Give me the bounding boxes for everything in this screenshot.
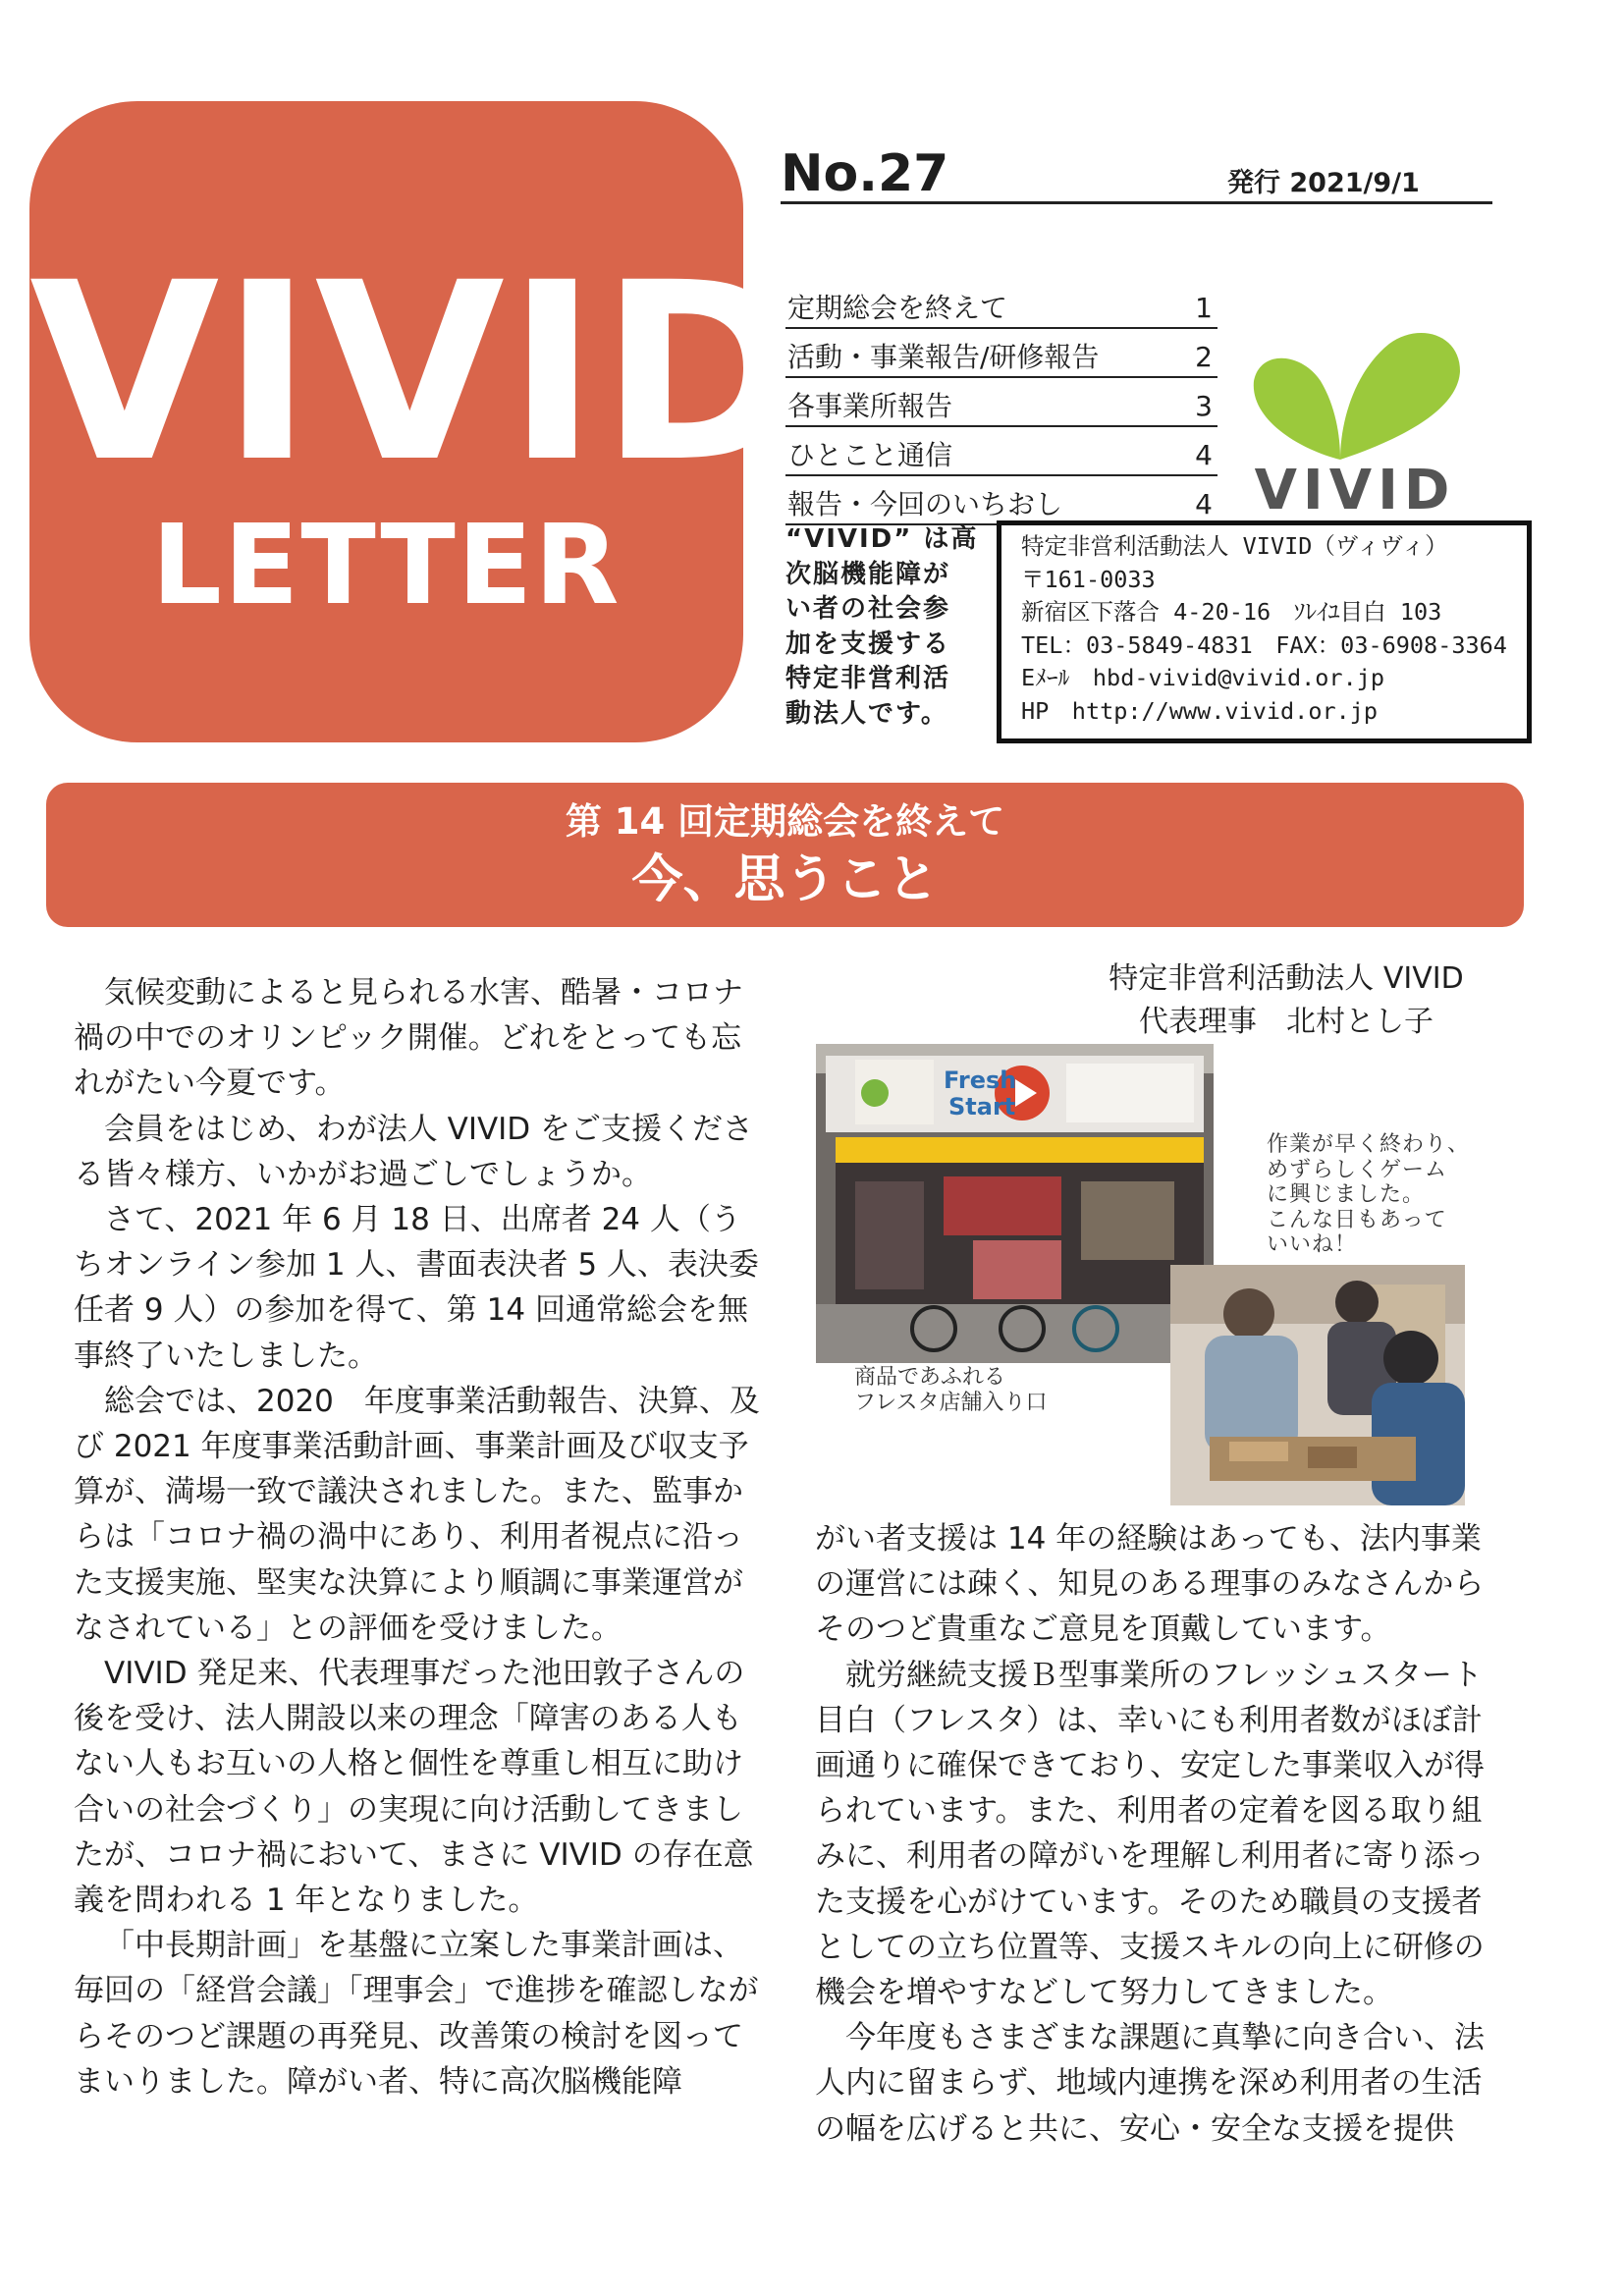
article-column-left	[74, 970, 761, 2105]
toc-item[interactable]	[785, 329, 1217, 378]
toc-title: 定期総会を終えて	[787, 292, 1008, 324]
about-line: 次脳機能障が	[785, 559, 951, 589]
paragraph: 今年度もさまざまな課題に真摯に向き合い、法人内に留まらず、地域内連携を深め利用者の生活の幅を広げると共に、安心・安全な支援を提供	[815, 2020, 1485, 2147]
logo-title: VIVID	[29, 230, 806, 516]
paragraph: 会員をはじめ、わが法人 VIVID をご支援くださる皆々様方、いかがお過ごしでしょうか。	[74, 1111, 754, 1192]
toc-page: 4	[1195, 439, 1213, 471]
toc-item[interactable]	[785, 476, 1217, 525]
toc-item[interactable]	[785, 427, 1217, 476]
article-column-right	[815, 1516, 1507, 2152]
paragraph: がい者支援は 14 年の経験はあっても、法内事業の運営には疎く、知見のある理事のみなさんからそのつど貴重なご意見を頂戴しています。	[815, 1521, 1485, 1648]
table-of-contents	[785, 280, 1217, 525]
byline-org: 特定非営利活動法人 VIVID	[1109, 961, 1464, 996]
headline-title: 今、思うこと	[631, 850, 939, 909]
shop-photo-caption	[854, 1365, 1047, 1416]
shop-sign-line1: Fresh	[944, 1066, 1017, 1094]
website-link[interactable]: HP http://www.vivid.or.jp	[1021, 696, 1379, 725]
about-text	[785, 522, 982, 732]
paragraph: 総会では、2020 年度事業活動報告、決算、及び 2021 年度事業活動計画、事業計画及び収支予算が、満場一致で議決されました。また、監事からは「コロナ禍の渦中にあり、利用者視点に沿った支援実施、堅実な決算により順調に事業運営がなされている」との評価を受けました。	[74, 1383, 760, 1646]
toc-title: ひとこと通信	[787, 439, 953, 471]
org-name: 特定非営利活動法人 VIVID（ヴィヴィ）	[1021, 532, 1448, 560]
caption-line: に興じました。	[1267, 1182, 1426, 1207]
leaf-heart-icon	[1254, 333, 1460, 460]
about-line: 加を支援する	[785, 629, 951, 659]
phone-fax: TEL：03-5849-4831 FAX：03-6908-3364	[1021, 630, 1507, 659]
toc-page: 1	[1195, 292, 1213, 324]
toc-item[interactable]	[785, 280, 1217, 329]
paragraph: VIVID 発足来、代表理事だった池田敦子さんの後を受け、法人開設以来の理念「障害のある人もない人もお互いの人格と個性を尊重し相互に助け合いの社会づくり」の実現に向け活動してきましたが、コロナ禍において、まさに VIVID の存在意義を問われる 1 年となりました。	[74, 1656, 754, 1919]
headline-subtitle: 第 14 回定期総会を終えて	[565, 800, 1005, 843]
caption-line: フレスタ店舗入り口	[854, 1391, 1048, 1415]
paragraph: 就労継続支援Ｂ型事業所のフレッシュスタート目白（フレスタ）は、幸いにも利用者数がほぼ計画通りに確保できており、安定した事業収入が得られています。また、利用者の定着を図る取り組みに、利用者の障がいを理解し利用者に寄り添った支援を心がけています。そのため職員の支援者としての立ち位置等、支援スキルの向上に研修の機会を増やすなどして努力してきました。	[815, 1657, 1485, 2011]
brand-logo-text: VIVID	[1254, 459, 1456, 514]
toc-title: 報告・今回のいちおし	[787, 488, 1063, 520]
caption-line: めずらしくゲーム	[1267, 1157, 1448, 1182]
issue-number: No.27	[781, 144, 949, 203]
about-line: “VIVID” は高	[785, 524, 979, 554]
caption-line: いいね！	[1267, 1232, 1358, 1257]
toc-page: 2	[1195, 341, 1213, 373]
game-photo-caption	[1267, 1132, 1470, 1258]
about-line: 特定非営利活	[785, 664, 951, 693]
logo-subtitle: LETTER	[151, 502, 622, 629]
shop-sign-line2: Start	[948, 1093, 1016, 1121]
paragraph: さて、2021 年 6 月 18 日、出席者 24 人（うちオンライン参加 1 人、書面表決者 5 人、表決委任者 9 人）の参加を得て、第 14 回通常総会を無事終了いたしました。	[74, 1202, 759, 1374]
shop-storefront-photo	[816, 1044, 1214, 1363]
email-link[interactable]: Eﾒｰﾙ hbd-vivid@vivid.or.jp	[1021, 664, 1385, 691]
byline-author: 代表理事 北村とし子	[1139, 1005, 1434, 1039]
caption-line: 商品であふれる	[854, 1365, 1006, 1390]
toc-page: 3	[1195, 390, 1213, 422]
caption-line: こんな日もあって	[1267, 1207, 1447, 1232]
postal-code: 〒161-0033	[1021, 565, 1156, 593]
toc-title: 活動・事業報告/研修報告	[787, 341, 1100, 373]
caption-line: 作業が早く終わり、	[1267, 1132, 1471, 1157]
toc-title: 各事業所報告	[787, 390, 953, 422]
about-line: い者の社会参	[785, 594, 951, 624]
paragraph: 「中長期計画」を基盤に立案した事業計画は、毎回の「経営会議」「理事会」で進捗を確認しながらそのつど課題の再発見、改善策の検討を図ってまいりました。障がい者、特に高次脳機能障	[74, 1928, 759, 2100]
issue-date: 発行 2021/9/1	[1227, 168, 1420, 198]
vivid-brand-logo	[1242, 312, 1468, 514]
toc-item[interactable]	[785, 378, 1217, 427]
game-activity-photo	[1170, 1265, 1465, 1505]
address: 新宿区下落合 4-20-16 ｿﾚｲﾕ目白 103	[1021, 598, 1442, 626]
about-line: 動法人です。	[785, 698, 948, 729]
toc-page: 4	[1195, 488, 1213, 520]
contact-box	[997, 520, 1532, 743]
paragraph: 気候変動によると見られる水害、酷暑・コロナ禍の中でのオリンピック開催。どれをとっても忘れがたい今夏です。	[74, 975, 743, 1102]
byline	[1021, 957, 1551, 1044]
